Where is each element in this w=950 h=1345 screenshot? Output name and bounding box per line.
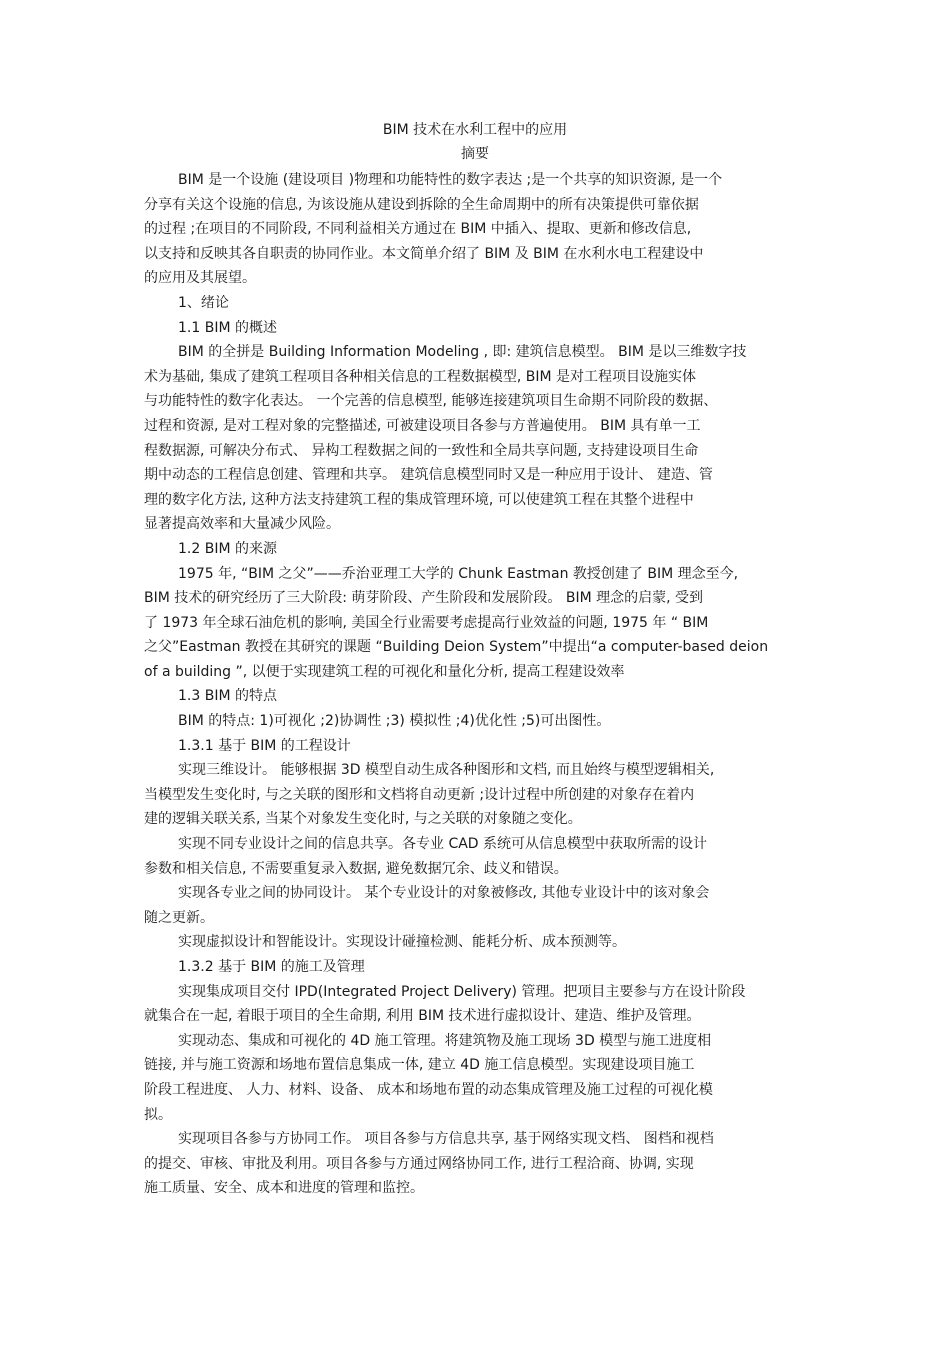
- text-line: 链接, 并与施工资源和场地布置信息集成一体, 建立 4D 施工信息模型。实现建设项目施工: [144, 1057, 695, 1074]
- text-line: 1.3.1 基于 BIM 的工程设计: [178, 737, 351, 754]
- text-line: BIM 的全拼是 Building Information Modeling , 即: 建筑信息模型。 BIM 是以三维数字技: [178, 344, 747, 361]
- text-line: 理的数字化方法, 这种方法支持建筑工程的集成管理环境, 可以使建筑工程在其整个进程中: [144, 491, 694, 508]
- text-line: 1.3.2 基于 BIM 的施工及管理: [178, 959, 365, 975]
- text-line: 1975 年, “BIM 之父”——乔治亚理工大学的 Chunk Eastman 教授创建了 BIM 理念至今,: [178, 565, 739, 582]
- text-line: 了 1973 年全球石油危机的影响, 美国全行业需要考虑提高行业效益的问题, 1975 年 “ BIM: [144, 614, 709, 631]
- text-line: BIM 的特点: 1)可视化 ;2)协调性 ;3) 模拟性 ;4)优化性 ;5)可出图性。: [178, 713, 611, 730]
- abstract-heading: 摘要: [461, 146, 489, 162]
- text-line: 程数据源, 可解决分布式、 异构工程数据之间的一致性和全局共享问题, 支持建设项目生命: [144, 442, 699, 459]
- text-line: of a building ”, 以便于实现建筑工程的可视化和量化分析, 提高工程建设效率: [144, 663, 625, 680]
- text-line: 过程和资源, 是对工程对象的完整描述, 可被建设项目各参与方普遍使用。 BIM 具有单一工: [144, 417, 701, 434]
- text-line: 实现项目各参与方协同工作。 项目各参与方信息共享, 基于网络实现文档、 图档和视档: [178, 1131, 714, 1148]
- text-line: 显著提高效率和大量减少风险。: [144, 516, 340, 533]
- text-line: 实现三维设计。 能够根据 3D 模型自动生成各种图形和文档, 而且始终与模型逻辑相关,: [178, 762, 715, 779]
- text-line: 与功能特性的数字化表达。 一个完善的信息模型, 能够连接建筑项目生命期不同阶段的数据、: [144, 393, 718, 410]
- text-line: 期中动态的工程信息创建、管理和共享。 建筑信息模型同时又是一种应用于设计、 建造、管: [144, 467, 713, 484]
- text-line: 的过程 ;在项目的不同阶段, 不同利益相关方通过在 BIM 中插入、提取、更新和修改信息,: [144, 221, 692, 238]
- text-line: 随之更新。: [144, 909, 214, 926]
- text-line: 实现集成项目交付 IPD(Integrated Project Delivery) 管理。把项目主要参与方在设计阶段: [178, 983, 746, 1000]
- text-line: 术为基础, 集成了建筑工程项目各种相关信息的工程数据模型, BIM 是对工程项目设施实体: [144, 368, 697, 385]
- text-line: 施工质量、安全、成本和进度的管理和监控。: [144, 1180, 424, 1197]
- text-line: 就集合在一起, 着眼于项目的全生命期, 利用 BIM 技术进行虚拟设计、建造、维护及管理。: [144, 1008, 701, 1025]
- text-line: 以支持和反映其各自职责的协同作业。本文简单介绍了 BIM 及 BIM 在水利水电工程建设中: [144, 245, 704, 262]
- text-line: 拟。: [144, 1106, 172, 1123]
- text-line: 之父”Eastman 教授在其研究的课题 “Building Deion System”中提出“a computer-based deion: [144, 639, 769, 656]
- text-line: 当模型发生变化时, 与之关联的图形和文档将自动更新 ;设计过程中所创建的对象存在着内: [144, 786, 695, 803]
- text-line: 分享有关这个设施的信息, 为该设施从建设到拆除的全生命周期中的所有决策提供可靠依据: [144, 196, 699, 213]
- document-title: BIM 技术在水利工程中的应用: [382, 122, 568, 138]
- text-line: 1.2 BIM 的来源: [178, 540, 277, 557]
- text-line: 1.1 BIM 的概述: [178, 319, 277, 336]
- text-line: 阶段工程进度、 人力、材料、设备、 成本和场地布置的动态集成管理及施工过程的可视化模: [144, 1081, 713, 1098]
- text-line: 实现不同专业设计之间的信息共享。各专业 CAD 系统可从信息模型中获取所需的设计: [178, 836, 708, 853]
- text-line: 实现动态、集成和可视化的 4D 施工管理。将建筑物及施工现场 3D 模型与施工进度相: [178, 1032, 712, 1049]
- text-line: BIM 技术的研究经历了三大阶段: 萌芽阶段、产生阶段和发展阶段。 BIM 理念的启蒙, 受到: [144, 590, 704, 607]
- text-line: BIM 是一个设施 (建设项目 )物理和功能特性的数字表达 ;是一个共享的知识资源, 是一个: [178, 172, 723, 188]
- text-line: 的提交、审核、审批及利用。项目各参与方通过网络协同工作, 进行工程洽商、协调, 实现: [144, 1155, 694, 1172]
- text-line: 实现虚拟设计和智能设计。实现设计碰撞检测、能耗分析、成本预测等。: [178, 934, 626, 951]
- text-line: 实现各专业之间的协同设计。 某个专业设计的对象被修改, 其他专业设计中的该对象会: [178, 885, 710, 902]
- text-line: 的应用及其展望。: [144, 270, 256, 287]
- text-line: 1.3 BIM 的特点: [178, 688, 277, 705]
- text-line: 1、绪论: [178, 294, 229, 311]
- text-line: 建的逻辑关联关系, 当某个对象发生变化时, 与之关联的对象随之变化。: [144, 811, 582, 828]
- text-line: 参数和相关信息, 不需要重复录入数据, 避免数据冗余、歧义和错误。: [144, 860, 568, 877]
- document-body: [144, 168, 814, 1201]
